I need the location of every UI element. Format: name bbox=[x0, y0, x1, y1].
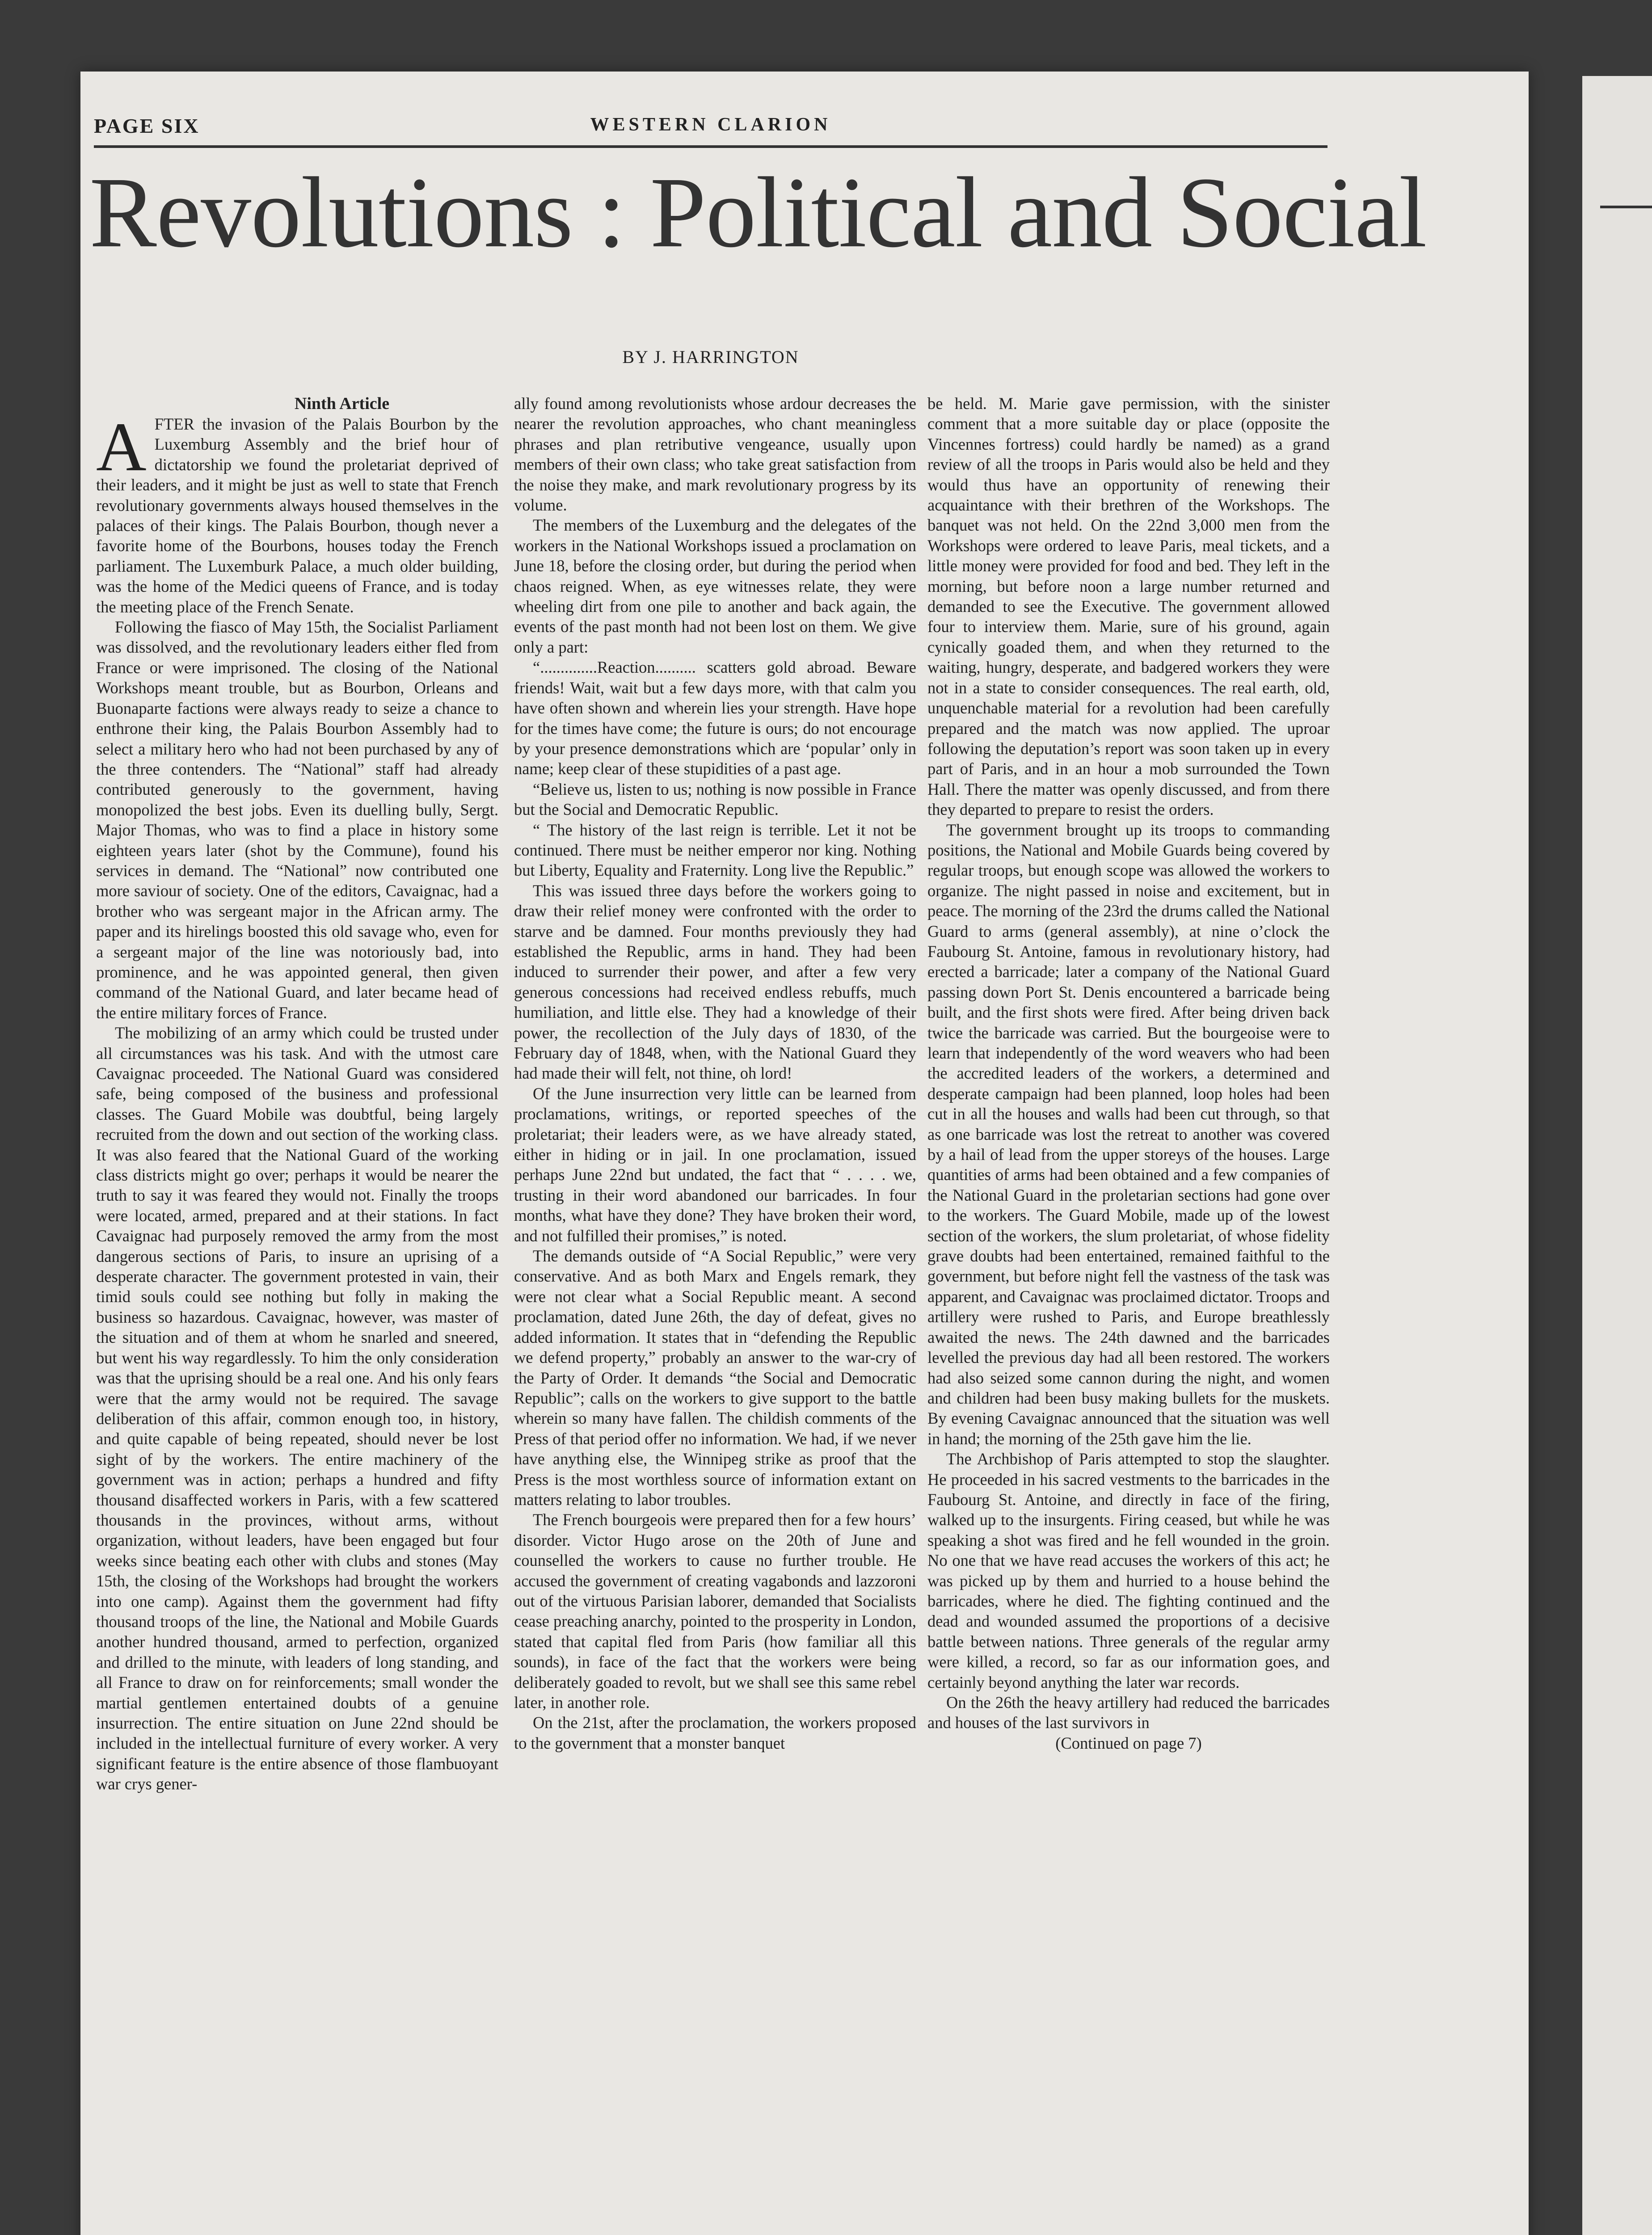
article-paragraph: The government brought up its troops to commanding positions, the National and Mobile Guards being covered by regular troops, but enough scope was allowed the workers to organize. The night passed in noise and excitement, but in peace. The morning of the 23rd the drums called the National Guard to arms (general assembly), at nine o’clock the Faubourg St. Antoine, famous in revolutionary history, had erected a barricade; later a company of the National Guard passing down Port St. Denis encountered a barricade being built, and the first shots were fired. After being driven back twice the barricade was carried. But the bourgeoise were to learn that independently of the word weavers who had been the accredited leaders of the workers, a determined and desperate campaign had been planned, loop holes had been cut in all the houses and walls had been cut through, so that as one barricade was lost the retreat to another was covered by a hail of lead from the upper storeys of the houses. Large quantities of arms had been obtained and a few companies of the National Guard in the proletarian sections had gone over to the workers. The Guard Mobile, made up of the lowest section of the workers, the slum proletariat, of whose fidelity grave doubts had been entertained, remained faithful to the government, but before night fell the vastness of the task was apparent, and Cavaignac was proclaimed dictator. Troops and artillery were rushed to Paris, and Europe breathlessly awaited the news. The 24th dawned and the barricades levelled the previous day had all been restored. The workers had also seized some cannon during the night, and women and children had been busy making bullets for the muskets. By evening Cavaignac announced that the situation was well in hand; the morning of the 25th gave him the lie. bbox=[927, 820, 1330, 1448]
article-column-1 bbox=[96, 393, 498, 2128]
article-paragraph: This was issued three days before the workers going to draw their relief money were confronted with the order to starve and be damned. Four months previously they had established the Republic, arms in hand. They had been induced to surrender their power, and after a few very generous concessions had received endless rebuffs, much humiliation, and little else. They had a knowledge of their power, the recollection of the July days of 1830, of the February day of 1848, when, with the National Guard they had made their will felt, not thine, oh lord! bbox=[514, 881, 916, 1083]
article-quote: “ The history of the last reign is terrible. Let it not be continued. There must be neither emperor nor king. Nothing but Liberty, Equality and Fraternity. Long live the Republic.” bbox=[514, 820, 916, 880]
article-byline: BY J. HARRINGTON bbox=[622, 347, 799, 367]
article-quote: “..............Reaction.......... scatters gold abroad. Beware friends! Wait, wait but a few days more, with that calm you have often shown and wherein lies your strength. Have hope for the times have come; the future is ours; do not encourage by your presence demonstrations which are ‘popular’ only in name; keep clear of these stupidities of a past age. bbox=[514, 658, 916, 778]
article-quote: “Believe us, listen to us; nothing is now possible in France but the Social and Democratic Republic. bbox=[514, 780, 916, 819]
article-column-3 bbox=[927, 393, 1330, 2128]
article-paragraph: Of the June insurrection very little can be learned from proclamations, writings, or reported speeches of the proletariat; their leaders were, as we have already stated, either in hiding or in jail. In one proclamation, issued perhaps June 22nd but undated, the fact that “ . . . . we, trusting in their word abandoned our barricades. In four months, what have they done? They have broken their word, and not fulfilled their promises,” is noted. bbox=[514, 1084, 916, 1245]
page-label: PAGE SIX bbox=[94, 114, 200, 137]
drop-cap: A bbox=[96, 408, 147, 485]
article-paragraph: The mobilizing of an army which could be trusted under all circumstances was his task. And with the utmost care Cavaignac proceeded. The National Guard was considered safe, being composed of the business and professional classes. The Guard Mobile was doubtful, being largely recruited from the down and out section of the working class. It was also feared that the National Guard of the working class districts might go over; perhaps it would be nearer the truth to say it was feared they would not. Finally the troops were located, armed, prepared and at their stations. In fact Cavaignac had purposely removed the army from the most dangerous sections of Paris, to insure an uprising of a desperate character. The government protested in vain, their timid souls could see nothing but folly in making the business so hazardous. Cavaignac, however, was master of the situation and of them at whom he snarled and sneered, but went his way regardlessly. To him the only consideration was that the uprising should be a real one. And his only fears were that the army would not be required. The savage deliberation of this affair, common enough too, in history, and quite capable of being repeated, should never be lost sight of by the workers. The entire machinery of the government was in action; perhaps a hundred and fifty thousand disaffected workers in Paris, with a few scattered thousands in the provinces, without arms, without organization, without leaders, have been engaged but four weeks since beating each other with clubs and stones (May 15th, the closing of the Workshops had brought the workers into one camp). Against them the government had fifty thousand troops of the line, the National and Mobile Guards another hundred thousand, armed to perfection, organized and drilled to the minute, with leaders of long standing, and all France to draw on for reinforcements; small wonder the martial gentlemen entertained doubts of a genuine insurrection. The entire situation on June 22nd should be included in the intellectual furniture of every worker. A very significant feature is the entire absence of those flambuoyant war crys gener- bbox=[96, 1024, 498, 1793]
article-title: Revolutions : Political and Social bbox=[89, 156, 1427, 268]
article-paragraph: The members of the Luxemburg and the delegates of the workers in the National Workshops issued a proclamation on June 18, before the closing order, but during the period when chaos reigned. When, as eye witnesses relate, they were wheeling dirt from one pile to another and back again, the events of the past month had not been lost on them. We give only a part: bbox=[514, 516, 916, 656]
article-column-2 bbox=[514, 393, 916, 2128]
continued-notice[interactable]: (Continued on page 7) bbox=[1055, 1733, 1202, 1752]
article-paragraph: be held. M. Marie gave permission, with the sinister comment that a more suitable day or place (opposite the Vincennes fortress) could hardly be named) as a grand review of all the troops in Paris would also be held and they would thus have an opportunity of renewing their acquaintance with their brethren of the Workshops. The banquet was not held. On the 22nd 3,000 men from the Workshops were ordered to leave Paris, meal tickets, and a little money were provided for food and bed. They left in the morning, but before noon a large number returned and demanded to see the Executive. The government allowed four to interview them. Marie, sure of his ground, again cynically goaded them, and when they returned to the waiting, hungry, desperate, and badgered workers they were not in a state to consider consequences. The real earth, old, unquenchable material for a revolution had been carefully prepared and the match was now applied. The uproar following the deputation’s report was soon taken up in every part of Paris, and in an hour a mob surrounded the Town Hall. There the matter was openly discussed, and from there they departed to prepare to resist the orders. bbox=[927, 394, 1330, 819]
adjacent-page-rule bbox=[1600, 206, 1652, 208]
article-series: Ninth Article bbox=[294, 394, 390, 413]
article-paragraph: The demands outside of “A Social Republic,” were very conservative. And as both Marx and Engels remark, they were not clear what a Social Republic meant. A second proclamation, dated June 26th, the day of defeat, gives no added information. It states that in “defending the Republic we defend property,” probably an answer to the war-cry of the Party of Order. It demands “the Social and Democratic Republic”; calls on the workers to give support to the battle wherein so many have fallen. The childish comments of the Press of that period offer no information. We had, if we never have anything else, the Winnipeg strike as proof that the Press is the most worthless source of information extant on matters relating to labor troubles. bbox=[514, 1247, 916, 1509]
article-paragraph: Following the fiasco of May 15th, the Socialist Parliament was dissolved, and the revolutionary leaders either fled from France or were imprisoned. The closing of the National Workshops meant trouble, but as Bourbon, Orleans and Buonaparte factions were always ready to seize a chance to enthrone their king, the Palais Bourbon Assembly had to select a military hero who had not been purchased by any of the three contenders. The “National” staff had already contributed generously to the government, having monopolized the best jobs. Even its duelling bully, Sergt. Major Thomas, who was to find a place in history some eighteen years later (shot by the Commune), found his services in demand. The “National” now contributed one more saviour of society. One of the editors, Cavaignac, had a brother who was sergeant major in the African army. The paper and its hirelings boosted this old savage who, even for a sergeant major of the line was notoriously bad, into prominence, and he was appointed general, then given command of the National Guard, and later became head of the entire military forces of France. bbox=[96, 618, 498, 1022]
article-paragraph: AFTER the invasion of the Palais Bourbon by the Luxemburg Assembly and the brief hour of dictatorship we found the proletariat deprived of their leaders, and it might be just as well to state that French revolutionary governments always housed themselves in the palaces of their kings. The Palais Bourbon, though never a favorite home of the Bourbons, houses today the French parliament. The Luxemburk Palace, a much older building, was the home of the Medici queens of France, and is today the meeting place of the French Senate. bbox=[96, 408, 498, 616]
running-head bbox=[94, 114, 1328, 148]
article-paragraph: The French bourgeois were prepared then for a few hours’ disorder. Victor Hugo arose on the 20th of June and counselled the workers to cause no further trouble. He accused the government of creating vagabonds and lazzoroni out of the virtuous Parisian laborer, demanded that Socialists cease preaching anarchy, pointed to the prosperity in London, stated that capital fled from Paris (how familiar all this sounds), in face of the fact that the workers were being deliberately goaded to revolt, but we shall see this same rebel later, in another role. bbox=[514, 1510, 916, 1712]
article-paragraph: ally found among revolutionists whose ardour decreases the nearer the revolution approaches, who chant meaningless phrases and plan retributive vengeance, usually upon members of their own class; who take great satisfaction from the noise they make, and mark revolutionary progress by its volume. bbox=[514, 394, 916, 514]
article-paragraph: The Archbishop of Paris attempted to stop the slaughter. He proceeded in his sacred vestments to the barricades in the Faubourg St. Antoine, and directly in face of the firing, walked up to the insurgents. Firing ceased, but while he was speaking a shot was fired and he fell wounded in the groin. No one that we have read accuses the workers of this act; he was picked up by them and hurried to a house behind the barricades, where he died. The fighting continued and the dead and wounded assumed the proportions of a decisive battle between nations. Three generals of the regular army were killed, a record, so far as our information goes, and certainly beyond anything the later war records. bbox=[927, 1450, 1330, 1691]
paper-name: WESTERN CLARION bbox=[590, 114, 831, 135]
adjacent-page-edge bbox=[1582, 76, 1652, 2235]
article-paragraph: On the 21st, after the proclamation, the workers proposed to the government that a monster banquet bbox=[514, 1713, 916, 1752]
article-paragraph: On the 26th the heavy artillery had reduced the barricades and houses of the last survivors in bbox=[927, 1693, 1330, 1732]
